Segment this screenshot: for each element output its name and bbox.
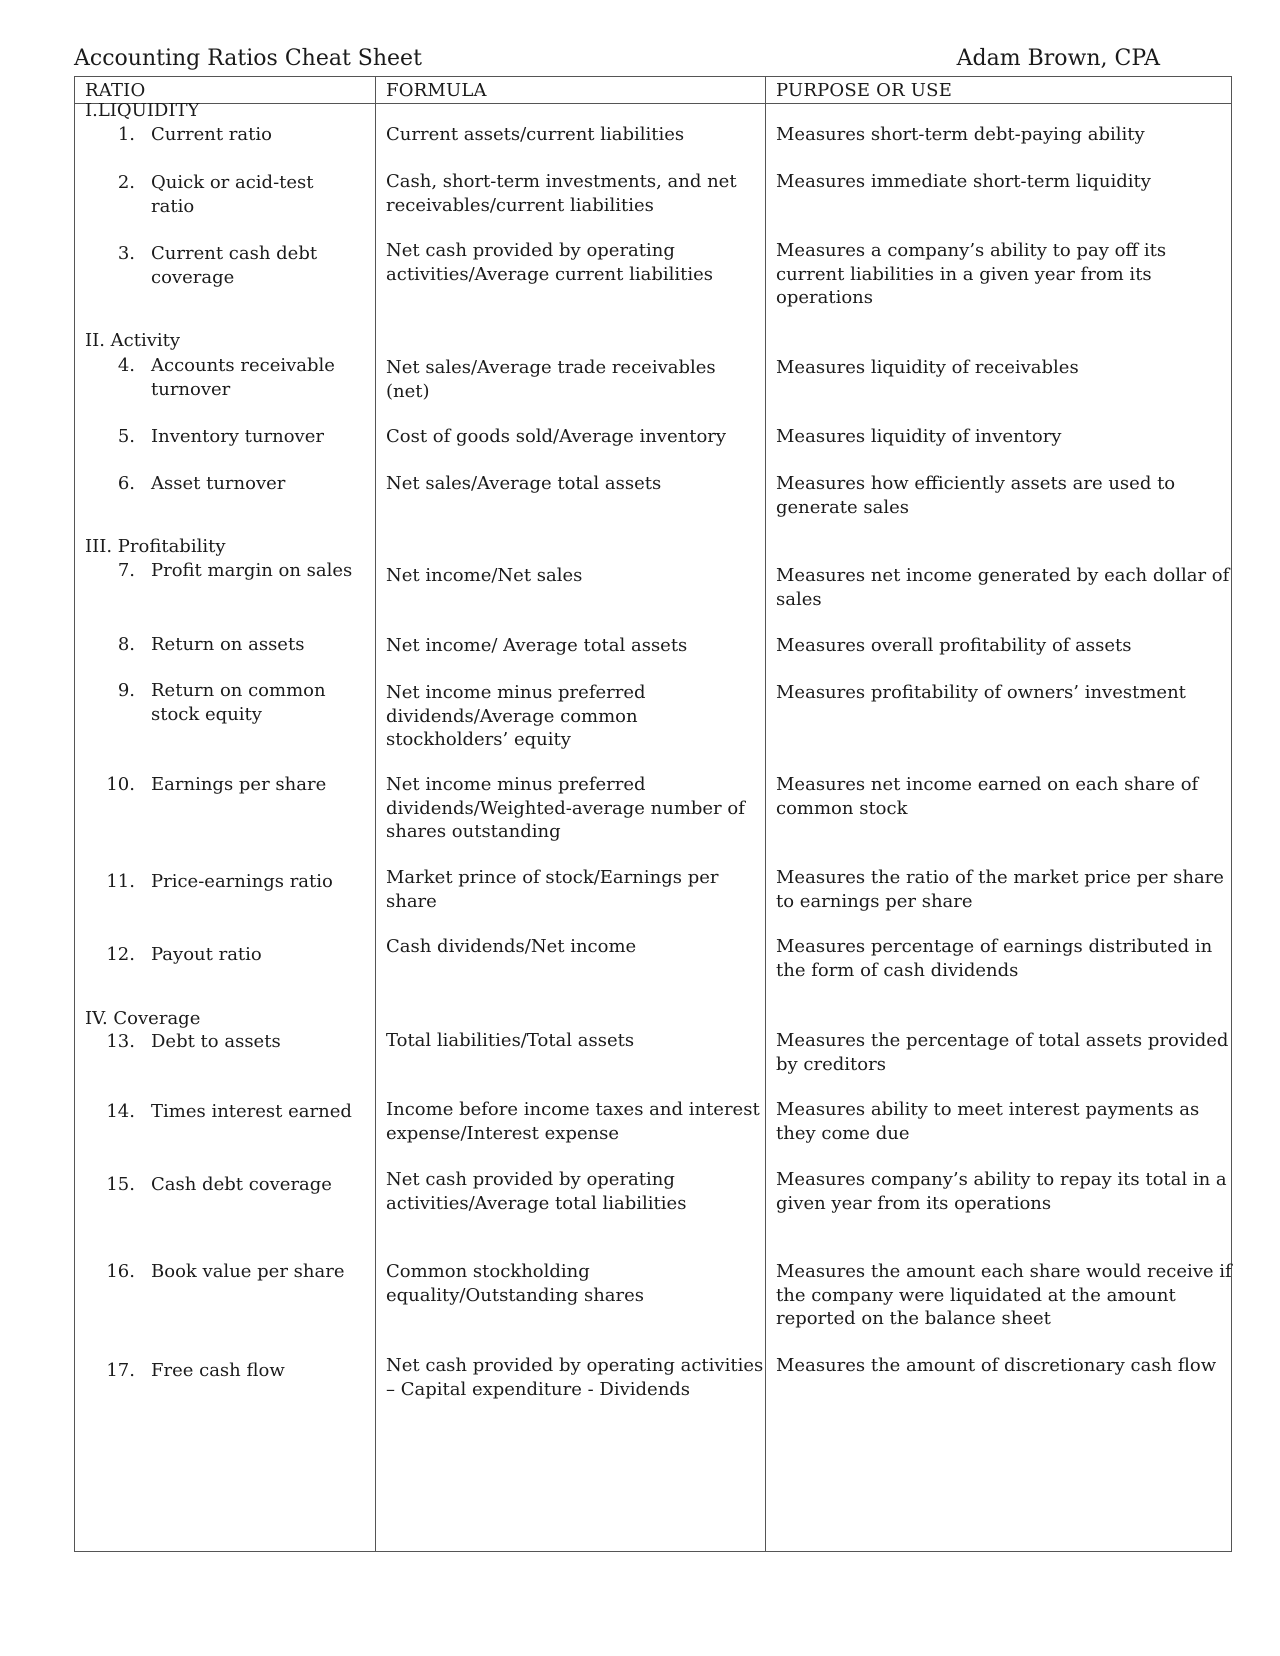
column-header-purpose: PURPOSE OR USE [776, 80, 953, 101]
ratio-name: Free cash flow [151, 1360, 285, 1381]
ratio-name: ratio [151, 195, 195, 217]
ratio-formula: Cash dividends/Net income [386, 936, 637, 957]
ratio-number: 1. [117, 124, 135, 145]
ratio-purpose: Measures profitability of owners’ investment [776, 682, 1186, 703]
ratio-number: 5. [117, 426, 135, 447]
ratio-purpose: Measures overall profitability of assets [776, 635, 1132, 656]
ratio-purpose: sales [776, 588, 822, 610]
ratio-formula: Current assets/current liabilities [386, 124, 685, 145]
ratio-formula: activities/Average current liabilities [386, 263, 713, 285]
ratio-purpose: current liabilities in a given year from its [776, 263, 1152, 285]
ratio-purpose: Measures net income earned on each share of [776, 774, 1199, 795]
ratios-table [74, 76, 1232, 1552]
ratio-number: 14. [106, 1101, 135, 1122]
ratio-formula: receivables/current liabilities [386, 194, 654, 216]
ratio-formula: expense/Interest expense [386, 1122, 620, 1144]
ratio-formula: Total liabilities/Total assets [386, 1030, 635, 1051]
ratio-formula: Net income minus preferred [386, 682, 646, 703]
ratio-formula: share [386, 890, 437, 912]
author-name: Adam Brown, CPA [956, 46, 1160, 71]
ratio-formula: Market prince of stock/Earnings per [386, 867, 719, 888]
ratio-number: 12. [106, 944, 135, 965]
section-title-profitability: III. Profitability [85, 536, 226, 557]
ratio-formula: (net) [386, 380, 430, 402]
ratio-name: Price-earnings ratio [151, 871, 333, 892]
ratio-formula: activities/Average total liabilities [386, 1192, 687, 1214]
header-divider [75, 103, 1231, 104]
ratio-number: 2. [117, 172, 135, 193]
ratio-formula: Cost of goods sold/Average inventory [386, 426, 727, 447]
ratio-number: 17. [106, 1360, 135, 1381]
ratio-formula: – Capital expenditure - Dividends [386, 1378, 691, 1400]
ratio-name: Asset turnover [151, 473, 286, 494]
column-header-formula: FORMULA [386, 80, 487, 101]
ratio-purpose: Measures percentage of earnings distributed in [776, 936, 1213, 957]
ratio-purpose: Measures net income generated by each dollar of [776, 565, 1230, 586]
ratio-number: 16. [106, 1261, 135, 1282]
ratio-formula: Net income minus preferred [386, 774, 646, 795]
ratio-formula: Net income/ Average total assets [386, 635, 688, 656]
ratio-number: 9. [117, 680, 135, 701]
ratio-formula: Net cash provided by operating [386, 240, 675, 261]
ratio-formula: Net sales/Average trade receivables [386, 357, 716, 378]
ratio-name: Return on assets [151, 634, 305, 655]
ratio-number: 10. [106, 774, 135, 795]
ratio-formula: shares outstanding [386, 821, 561, 842]
ratio-name: Current ratio [151, 124, 272, 145]
ratio-purpose: Measures the percentage of total assets provided [776, 1030, 1229, 1051]
ratio-number: 7. [117, 560, 135, 581]
ratio-name: Accounts receivable [151, 355, 335, 376]
ratio-formula: equality/Outstanding shares [386, 1284, 645, 1306]
page-header [74, 46, 1160, 76]
ratio-name: Profit margin on sales [151, 560, 353, 581]
page-title: Accounting Ratios Cheat Sheet [74, 46, 422, 71]
ratio-formula: Cash, short-term investments, and net [386, 171, 737, 192]
section-title-coverage: IV. Coverage [85, 1008, 201, 1029]
ratio-number: 6. [117, 473, 135, 494]
column-divider [765, 77, 766, 1551]
ratio-purpose: they come due [776, 1122, 910, 1144]
ratio-name: stock equity [151, 703, 262, 725]
ratio-name: Debt to assets [151, 1031, 281, 1052]
ratio-formula: dividends/Weighted-average number of [386, 797, 745, 819]
ratio-formula: Income before income taxes and interest [386, 1099, 760, 1120]
column-header-ratio: RATIO [85, 80, 146, 101]
ratio-purpose: to earnings per share [776, 890, 973, 912]
ratio-purpose: reported on the balance sheet [776, 1308, 1051, 1329]
ratio-purpose: by creditors [776, 1053, 886, 1075]
ratio-purpose: Measures the amount each share would receive if [776, 1261, 1232, 1282]
ratio-purpose: Measures company’s ability to repay its total in a [776, 1169, 1227, 1190]
ratio-number: 11. [106, 871, 135, 892]
ratio-number: 13. [106, 1031, 135, 1052]
ratio-formula: Common stockholding [386, 1261, 590, 1282]
ratio-name: Inventory turnover [151, 426, 324, 447]
ratio-formula: stockholders’ equity [386, 729, 571, 750]
ratio-purpose: the company were liquidated at the amount [776, 1284, 1176, 1306]
ratio-purpose: Measures the ratio of the market price per share [776, 867, 1224, 888]
ratio-formula: Net income/Net sales [386, 565, 583, 586]
ratio-formula: Net sales/Average total assets [386, 473, 662, 494]
ratio-purpose: Measures liquidity of receivables [776, 357, 1079, 378]
ratio-number: 15. [106, 1174, 135, 1195]
ratio-number: 8. [117, 634, 135, 655]
ratio-name: Current cash debt [151, 243, 318, 264]
ratio-purpose: operations [776, 287, 874, 308]
ratio-formula: dividends/Average common [386, 705, 638, 727]
ratio-purpose: Measures a company’s ability to pay off its [776, 240, 1167, 261]
ratio-purpose: Measures the amount of discretionary cash flow [776, 1355, 1217, 1376]
ratio-formula: Net cash provided by operating activities [386, 1355, 764, 1376]
section-title-liquidity: I.LIQUIDITY [85, 100, 200, 121]
ratio-purpose: generate sales [776, 496, 909, 518]
ratio-purpose: Measures immediate short-term liquidity [776, 171, 1151, 192]
ratio-number: 3. [117, 243, 135, 264]
ratio-purpose: the form of cash dividends [776, 959, 1019, 981]
section-title-activity: II. Activity [85, 330, 181, 351]
ratio-purpose: Measures short-term debt-paying ability [776, 124, 1145, 145]
ratio-name: coverage [151, 266, 235, 288]
ratio-purpose: Measures how efficiently assets are used to [776, 473, 1176, 494]
ratio-name: Return on common [151, 680, 326, 701]
ratio-purpose: common stock [776, 797, 908, 819]
ratio-purpose: Measures liquidity of inventory [776, 426, 1062, 447]
ratio-purpose: Measures ability to meet interest payments as [776, 1099, 1200, 1120]
ratio-name: turnover [151, 378, 231, 400]
ratio-formula: Net cash provided by operating [386, 1169, 675, 1190]
ratio-name: Payout ratio [151, 944, 262, 965]
ratio-name: Quick or acid-test [151, 172, 314, 193]
ratio-name: Cash debt coverage [151, 1174, 332, 1195]
ratio-number: 4. [117, 355, 135, 376]
ratio-name: Times interest earned [151, 1101, 352, 1122]
ratio-purpose: given year from its operations [776, 1192, 1052, 1214]
column-divider [375, 77, 376, 1551]
ratio-name: Earnings per share [151, 774, 327, 795]
ratio-name: Book value per share [151, 1261, 345, 1282]
